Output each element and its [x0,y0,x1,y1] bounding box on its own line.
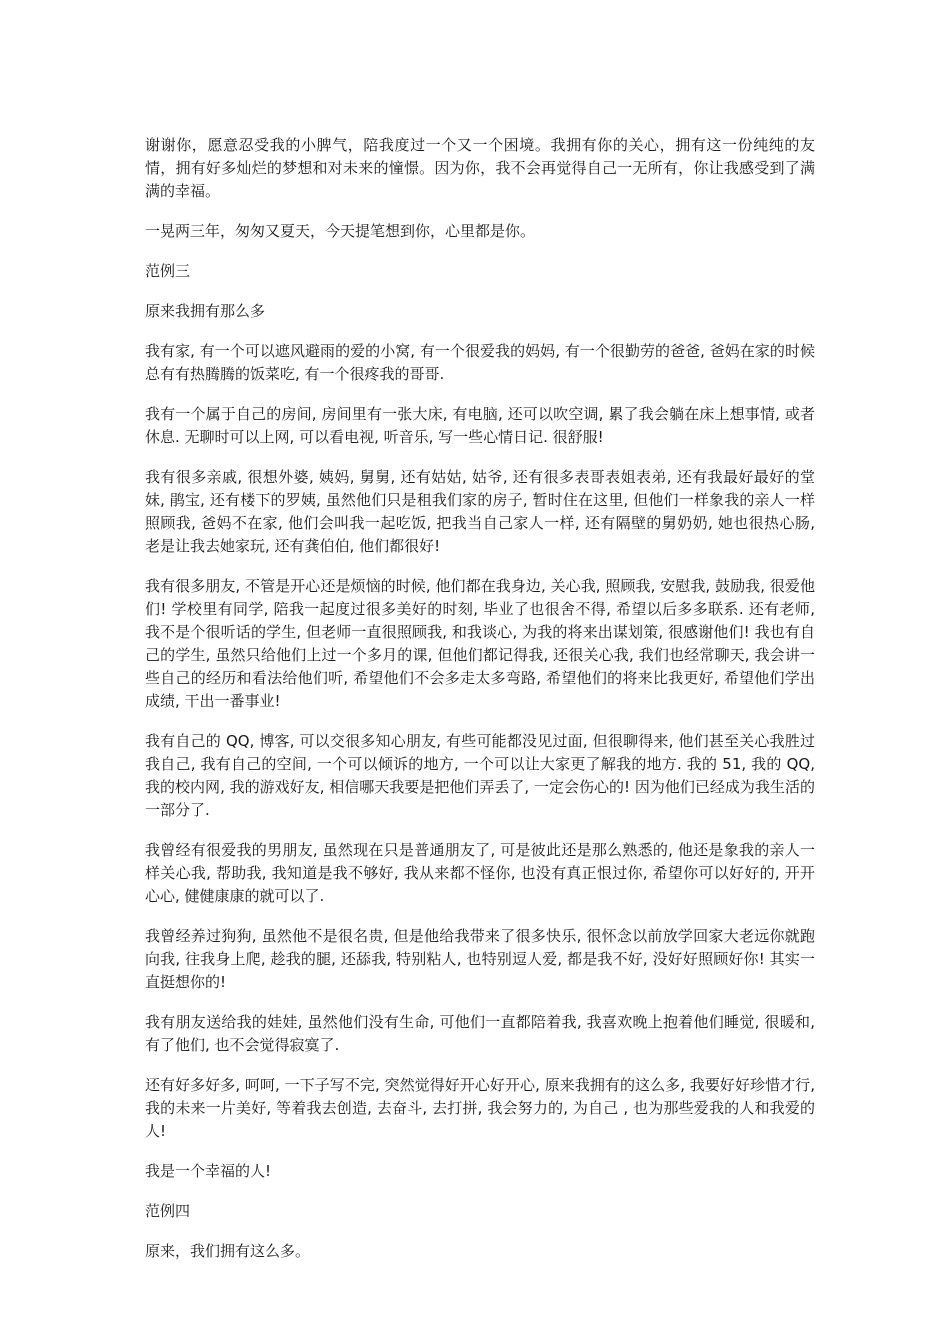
document-body [145,134,815,1280]
paragraph: 我有自己的 QQ, 博客, 可以交很多知心朋友, 有些可能都没见过面, 但很聊得来, 他们甚至关心我胜过我自己, 我有自己的空间, 一个可以倾诉的地方, 一个可以让大家更了解我的地方. 我的 51, 我的 QQ, 我的校内网, 我的游戏好友, 相信哪天我要是把他们弄丢了, 一定会伤心的! 因为他们已经成为我生活的一部分了. [145,732,815,819]
paragraph: 我有很多亲戚, 很想外婆, 姨妈, 舅舅, 还有姑姑, 姑爷, 还有很多表哥表姐表弟, 还有我最好最好的堂妹, 鹃宝, 还有楼下的罗姨, 虽然他们只是租我们家的房子, 暂时住在这里, 但他们一样象我的亲人一样照顾我, 爸妈不在家, 他们会叫我一起吃饭, 把我当自己家人一样, 还有隔壁的舅奶奶, 她也很热心肠, 老是让我去她家玩, 还有龚伯伯, 他们都很好! [145,468,815,555]
paragraph: 谢谢你，愿意忍受我的小脾气，陪我度过一个又一个困境。我拥有你的关心，拥有这一份纯纯的友情，拥有好多灿烂的梦想和对未来的憧憬。因为你，我不会再觉得自己一无所有，你让我感受到了满满的幸福。 [145,136,815,200]
paragraph: 还有好多好多, 呵呵, 一下子写不完, 突然觉得好开心好开心, 原来我拥有的这么多, 我要好好珍惜才行, 我的未来一片美好, 等着我去创造, 去奋斗, 去打拼, 我会努力的, 为自己 , 也为那些爱我的人和我爱的人! [145,1076,815,1140]
section-heading: 范例三 [145,262,191,280]
paragraph: 我有朋友送给我的娃娃, 虽然他们没有生命, 可他们一直都陪着我, 我喜欢晚上抱着他们睡觉, 很暖和, 有了他们, 也不会觉得寂寞了. [145,1013,815,1054]
paragraph: 我是一个幸福的人! [145,1162,272,1180]
section-heading: 范例四 [145,1202,191,1220]
essay-title: 原来，我们拥有这么多。 [145,1242,311,1260]
paragraph: 一晃两三年，匆匆又夏天，今天提笔想到你，心里都是你。 [145,222,536,240]
essay-title: 原来我拥有那么多 [145,302,266,320]
paragraph: 我有一个属于自己的房间, 房间里有一张大床, 有电脑, 还可以吹空调, 累了我会躺在床上想事情, 或者休息. 无聊时可以上网, 可以看电视, 听音乐, 写一些心情日记. 很舒服! [145,405,815,446]
paragraph: 我有家, 有一个可以遮风避雨的爱的小窝, 有一个很爱我的妈妈, 有一个很勤劳的爸爸, 爸妈在家的时候总有有热腾腾的饭菜吃, 有一个很疼我的哥哥. [145,342,815,383]
paragraph: 我曾经有很爱我的男朋友, 虽然现在只是普通朋友了, 可是彼此还是那么熟悉的, 他还是象我的亲人一样关心我, 帮助我, 我知道是我不够好, 我从来都不怪你, 也没有真正恨过你, 希望你可以好好的, 开开心心, 健健康康的就可以了. [145,841,815,905]
paragraph: 我有很多朋友, 不管是开心还是烦恼的时候, 他们都在我身边, 关心我, 照顾我, 安慰我, 鼓励我, 很爱他们! 学校里有同学, 陪我一起度过很多美好的时刻, 毕业了也很舍不得, 希望以后多多联系. 还有老师, 我不是个很听话的学生, 但老师一直很照顾我, 和我谈心, 为我的将来出谋划策, 很感谢他们! 我也有自己的学生, 虽然只给他们上过一个多月的课, 但他们都记得我, 还很关心我, 我们也经常聊天, 我会讲一些自己的经历和看法给他们听, 希望他们不会多走太多弯路, 希望他们的将来比我更好, 希望他们学出成绩, 干出一番事业! [145,577,815,710]
paragraph: 我曾经养过狗狗, 虽然他不是很名贵, 但是他给我带来了很多快乐, 很怀念以前放学回家大老远你就跑向我, 往我身上爬, 趁我的腿, 还舔我, 特别粘人, 也特别逗人爱, 都是我不好, 没好好照顾好你! 其实一直挺想你的! [145,927,815,991]
